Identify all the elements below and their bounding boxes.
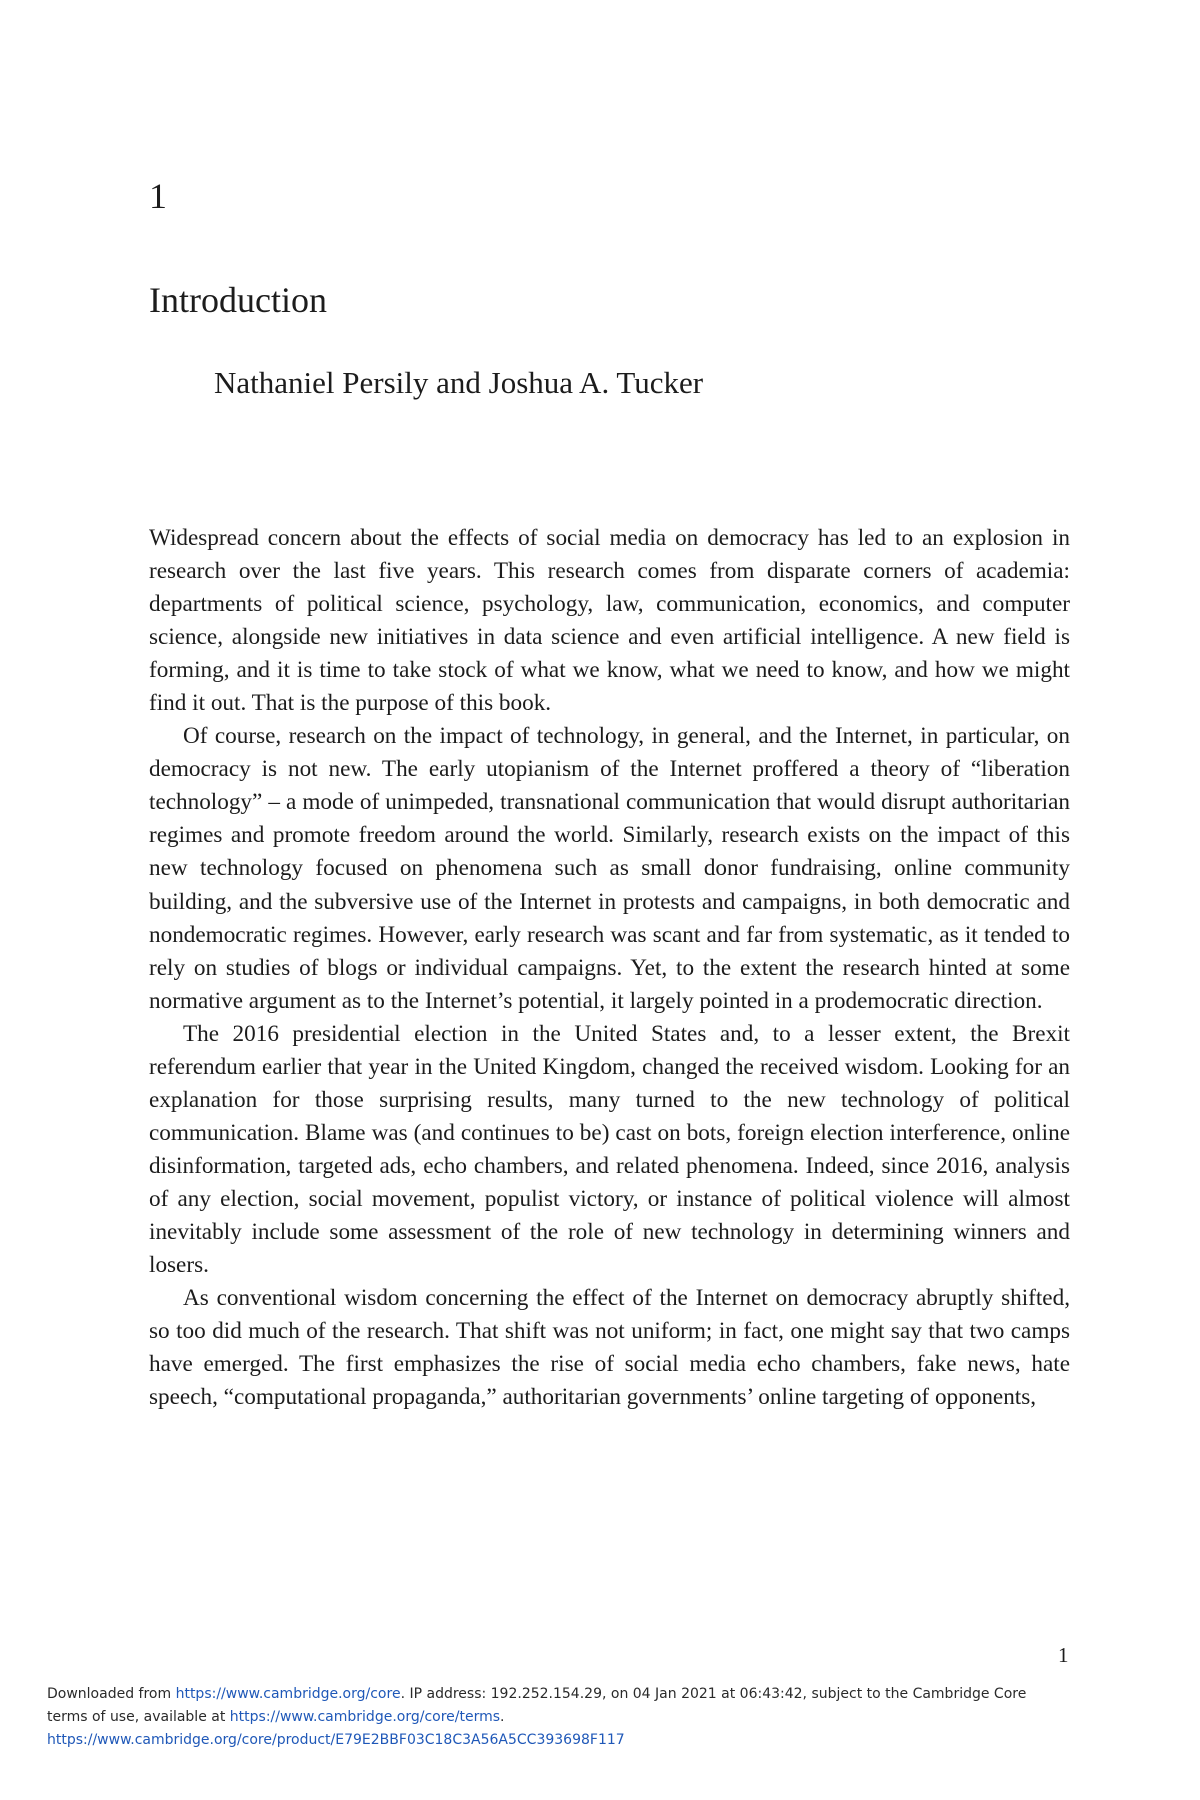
paragraph: Of course, research on the impact of technology, in general, and the Internet, in particular, on democracy is not new. The early utopianism of the Internet proffered a theory of “liberation technology” – a mode of unimpeded, transnational communication that would disrupt authoritarian regimes and promote freedom around the world. Similarly, research exists on the impact of this new technology focused on phenomena such as small donor fundraising, online community building, and the subversive use of the Internet in protests and campaigns, in both democratic and nondemocratic regimes. However, early research was scant and far from systematic, as it tended to rely on studies of blogs or individual campaigns. Yet, to the extent the research hinted at some normative argument as to the Internet’s potential, it largely pointed in a prodemocratic direction. xyxy=(149,723,1070,1014)
paragraph: The 2016 presidential election in the United States and, to a lesser extent, the Brexit referendum earlier that year in the United Kingdom, changed the received wisdom. Looking for an explanation for those surprising results, many turned to the new technology of political communication. Blame was (and continues to be) cast on bots, foreign election interference, online disinformation, targeted ads, echo chambers, and related phenomena. Indeed, since 2016, analysis of any election, social movement, populist victory, or instance of political violence will almost inevitably include some assessment of the role of new technology in determining winners and losers. xyxy=(149,1020,1070,1279)
terms-suffix-text: . xyxy=(500,1709,505,1725)
downloaded-from-text: Downloaded from xyxy=(47,1686,176,1702)
page-number: 1 xyxy=(1058,1643,1069,1667)
terms-link[interactable]: https://www.cambridge.org/core/terms xyxy=(229,1709,501,1725)
chapter-number: 1 xyxy=(149,176,167,216)
terms-prefix-text: terms of use, available at xyxy=(47,1709,230,1725)
chapter-title: Introduction xyxy=(149,280,327,320)
body-text xyxy=(149,522,1070,1414)
product-link[interactable]: https://www.cambridge.org/core/product/E79E2BBF03C18C3A56A5CC393698F117 xyxy=(47,1732,625,1748)
paragraph: Widespread concern about the effects of social media on democracy has led to an explosion in research over the last five years. This research comes from disparate corners of academia: departments of political science, psychology, law, communication, economics, and computer science, alongside new initiatives in data science and even artificial intelligence. A new field is forming, and it is time to take stock of what we know, what we need to know, and how we might find it out. That is the purpose of this book. xyxy=(149,525,1070,717)
footer-line-3 xyxy=(47,1729,1167,1752)
chapter-authors: Nathaniel Persily and Joshua A. Tucker xyxy=(214,365,704,400)
footer-line-1 xyxy=(47,1683,1167,1706)
footer-line-2 xyxy=(47,1706,1167,1729)
access-info-text: . IP address: 192.252.154.29, on 04 Jan 2021 at 06:43:42, subject to the Cambridge Core xyxy=(400,1686,1027,1702)
download-footer xyxy=(47,1683,1167,1752)
core-link[interactable]: https://www.cambridge.org/core xyxy=(175,1686,401,1702)
paragraph: As conventional wisdom concerning the effect of the Internet on democracy abruptly shifted, so too did much of the research. That shift was not uniform; in fact, one might say that two camps have emerged. The first emphasizes the rise of social media echo chambers, fake news, hate speech, “computational propaganda,” authoritarian governments’ online targeting of opponents, xyxy=(149,1285,1070,1411)
